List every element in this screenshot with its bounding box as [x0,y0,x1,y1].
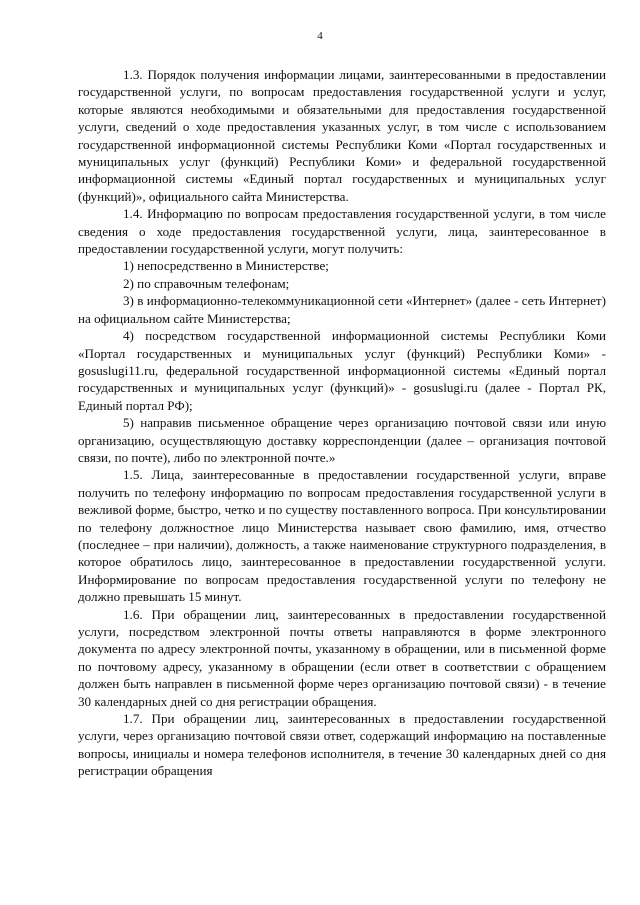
list-item-1: 1) непосредственно в Министерстве; [123,258,329,274]
paragraph-1-6: 1.6. При обращении лиц, заинтересованных в предоставлении государственной услуги, посредством электронной почты ответы направляются в форме электронного документа по адресу электронной почты, указанному в обращении, или в письменной форме по почтовому адресу, указанному в обращении (если ответ в соответствии с обращением должен быть направлен в письменной форме через организацию почтовой связи) - в течение 30 календарных дней со дня регистрации обращения. [78,606,606,709]
list-item-2: 2) по справочным телефонам; [123,275,290,291]
paragraph-1-3: 1.3. Порядок получения информации лицами, заинтересованными в предоставлении государственной услуги, по вопросам предоставления государственной услуги и услуг, которые являются необходимыми и обязательными для предоставления государственной услуги, сведений о ходе предоставления указанных услуг, в том числе с использованием государственной информационной системы Республики Коми «Портал государственных и муниципальных услуг (функций) Республики Коми» и федеральной государственной информационной системы «Единый портал государственных и муниципальных услуг (функций)», официального сайта Министерства. [78,67,606,204]
list-item-4: 4) посредством государственной информационной системы Республики Коми «Портал государственных и муниципальных услуг (функций) Республики Коми» - gosuslugi11.ru, федеральной государственной информационной системы «Единый портал государственных и муниципальных услуг (функций)» - gosuslugi.ru (далее - Портал РК, Единый портал РФ); [78,328,606,413]
paragraph-1-4: 1.4. Информацию по вопросам предоставления государственной услуги, в том числе сведения о ходе предоставления государственной услуги, лица, заинтересованное в предоставлении государственной услуги, могут получить: [78,206,606,257]
paragraph-1-5: 1.5. Лица, заинтересованные в предоставлении государственной услуги, вправе получить по телефону информацию по вопросам предоставления государственной услуги в вежливой форме, быстро, четко и по существу поставленного вопроса. При консультировании по телефону должностное лицо Министерства называет свою фамилию, имя, отчество (последнее – при наличии), должность, а также наименование структурного подразделения, в которое обратилось лицо, заинтересованное в предоставлении государственной услуги. Информирование по вопросам предоставления государственной услуги по телефону не должно превышать 15 минут. [78,467,606,605]
list-item-3: 3) в информационно-телекоммуникационной сети «Интернет» (далее - сеть Интернет) на официальном сайте Министерства; [78,293,606,326]
page-number: 4 [317,30,323,42]
list-item-5: 5) направив письменное обращение через организацию почтовой связи или иную организацию, осуществляющую доставку корреспонденции (далее – организация почтовой связи, по почте), либо по электронной почте.» [78,415,606,465]
paragraph-1-7: 1.7. При обращении лиц, заинтересованных в предоставлении государственной услуги, через организацию почтовой связи ответ, содержащий информацию на поставленные вопросы, инициалы и номера телефонов исполнителя, в течение 30 календарных дней со дня регистрации обращения [78,711,606,779]
document-body [78,66,606,780]
